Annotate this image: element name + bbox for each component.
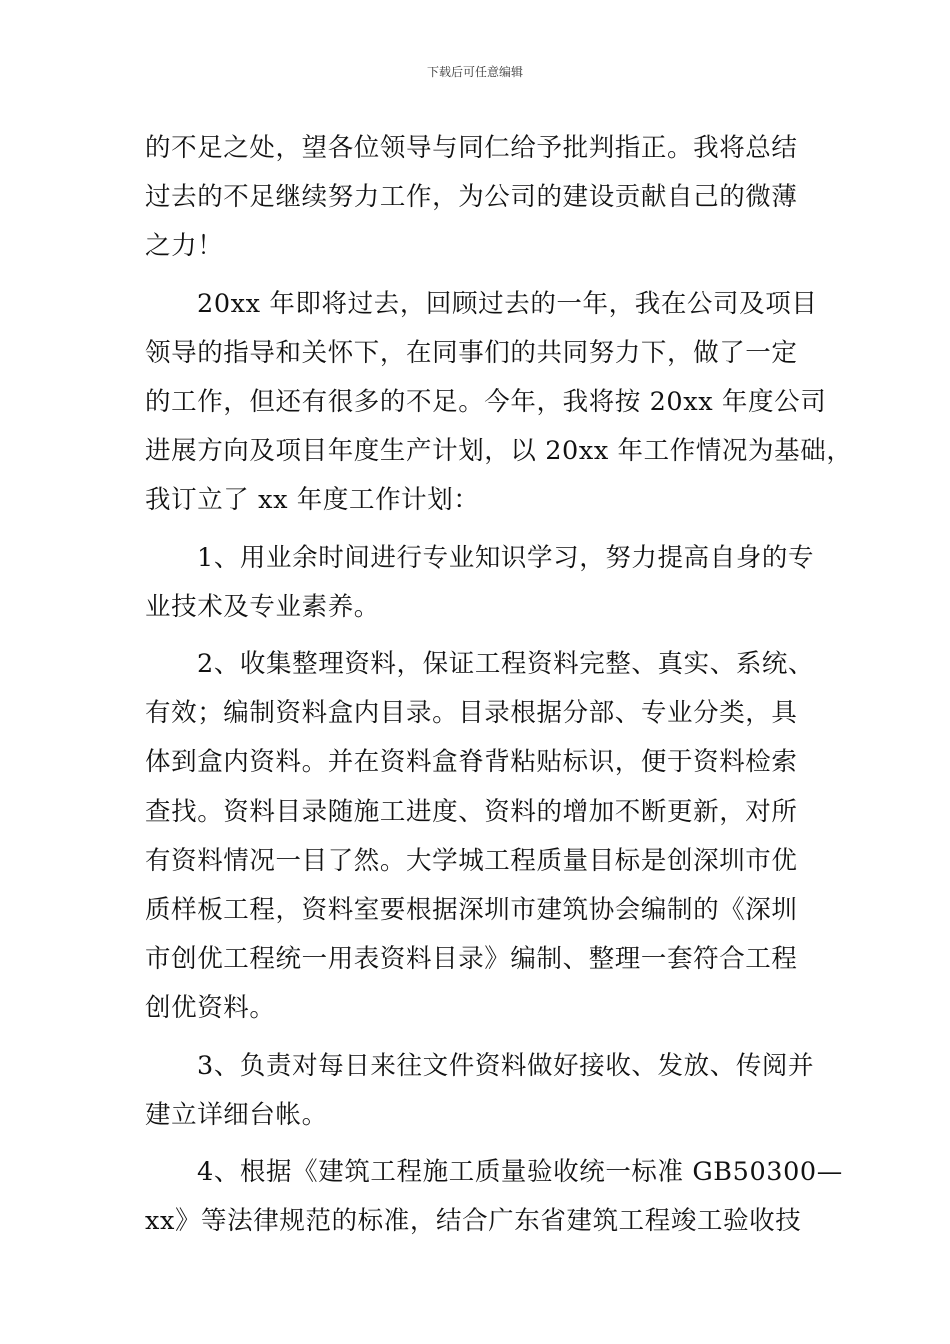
text-line: 业技术及专业素养。 <box>145 591 380 622</box>
paragraph-gap <box>145 272 835 280</box>
page-header-note: 下载后可任意编辑 <box>426 65 523 79</box>
text-line: 4、根据《建筑工程施工质量验收统一标准 GB50300— <box>197 1157 843 1188</box>
paragraph-intro <box>145 280 853 526</box>
text-line: 20xx 年即将过去，回顾过去的一年，我在公司及项目 <box>197 288 818 319</box>
paragraph-gap <box>145 632 835 640</box>
text-line: 领导的指导和关怀下，在同事们的共同努力下，做了一定 <box>145 337 798 368</box>
text-line: 创优资料。 <box>145 993 276 1024</box>
text-line: 有资料情况一目了然。大学城工程质量目标是创深圳市优 <box>145 845 798 876</box>
paragraph-item-2 <box>145 640 835 1034</box>
text-line: 建立详细台帐。 <box>145 1099 328 1130</box>
text-line: 进展方向及项目年度生产计划，以 20xx 年工作情况为基础， <box>145 436 853 467</box>
paragraph-gap <box>145 1140 835 1148</box>
paragraph-item-3 <box>145 1042 835 1140</box>
paragraph-closing <box>145 124 835 272</box>
paragraph-gap <box>145 526 835 534</box>
paragraph-item-4 <box>145 1148 843 1246</box>
text-line: 2、收集整理资料，保证工程资料完整、真实、系统、 <box>197 649 815 680</box>
text-line: 1、用业余时间进行专业知识学习，努力提高自身的专 <box>197 542 815 573</box>
text-line: 质样板工程，资料室要根据深圳市建筑协会编制的《深圳 <box>145 895 798 926</box>
paragraph-item-1 <box>145 534 835 632</box>
text-line: 体到盒内资料。并在资料盒脊背粘贴标识，便于资料检索 <box>145 747 798 778</box>
text-line: 之力！ <box>145 231 224 262</box>
text-line: xx》等法律规范的标准，结合广东省建筑工程竣工验收技 <box>145 1206 802 1237</box>
text-line: 查找。资料目录随施工进度、资料的增加不断更新，对所 <box>145 796 798 827</box>
paragraph-gap <box>145 1034 835 1042</box>
text-line: 过去的不足继续努力工作，为公司的建设贡献自己的微薄 <box>145 182 798 213</box>
text-line: 市创优工程统一用表资料目录》编制、整理一套符合工程 <box>145 944 798 975</box>
document-body <box>145 124 853 1246</box>
text-line: 3、负责对每日来往文件资料做好接收、发放、传阅并 <box>197 1050 815 1081</box>
text-line: 的不足之处，望各位领导与同仁给予批判指正。我将总结 <box>145 133 798 163</box>
text-line: 有效；编制资料盒内目录。目录根据分部、专业分类，具 <box>145 698 798 729</box>
text-line: 的工作，但还有很多的不足。今年，我将按 20xx 年度公司 <box>145 387 827 418</box>
text-line: 我订立了 xx 年度工作计划： <box>145 485 480 516</box>
